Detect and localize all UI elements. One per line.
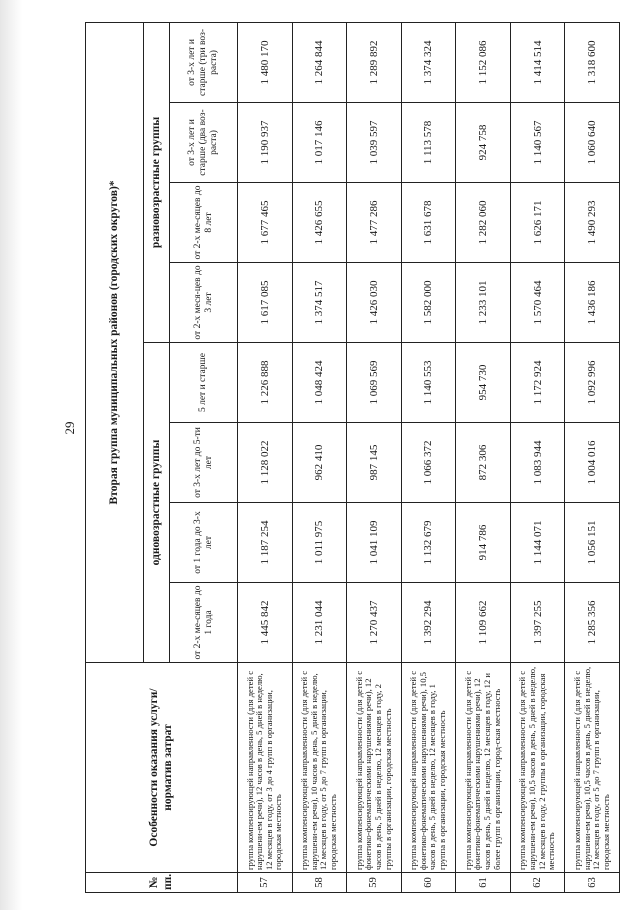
table-row bbox=[456, 22, 511, 892]
cost-value-cell: 1 414 514 bbox=[510, 22, 565, 102]
cost-value-cell: 1 066 372 bbox=[401, 423, 456, 503]
cost-value-cell: 1 477 286 bbox=[347, 183, 402, 263]
header-description: Особенности оказания услуги/норматив затрат bbox=[86, 663, 238, 873]
cost-value-cell: 1 426 030 bbox=[347, 263, 402, 343]
sub-header-8: от 3-х лет и старше (три воз-раста) bbox=[170, 22, 238, 102]
row-description: группа компенсирующей направленности (для детей с нарушени-ем речи), 12 часов в день, 5 дней в неделю, 12 месяцев в году, от 3 до 4 групп в организации, городская местность bbox=[238, 663, 293, 873]
table-row bbox=[510, 22, 565, 892]
table-row bbox=[401, 22, 456, 892]
sub-header-6: от 2-х ме-сяцев до 8 лет bbox=[170, 183, 238, 263]
row-description: группа компенсирующей направленности (для детей с нарушени-ем речи), 10 часов в день, 5 дней в неделю, 12 месяцев в году, от 5 до 7 групп в организации, городская местность bbox=[292, 663, 347, 873]
cost-value-cell: 1 490 293 bbox=[565, 183, 620, 263]
row-number: 62 bbox=[510, 873, 565, 893]
cost-value-cell: 1 039 597 bbox=[347, 103, 402, 183]
header-mixed-age: разновозрастные группы bbox=[144, 22, 170, 342]
header-single-age: одновозрастные группы bbox=[144, 343, 170, 663]
cost-value-cell: 1 048 424 bbox=[292, 343, 347, 423]
cost-value-cell: 1 631 678 bbox=[401, 183, 456, 263]
cost-value-cell: 1 069 569 bbox=[347, 343, 402, 423]
sub-header-7: от 3-х лет и старше (два воз-раста) bbox=[170, 103, 238, 183]
cost-value-cell: 1 004 016 bbox=[565, 423, 620, 503]
cost-value-cell: 1 582 000 bbox=[401, 263, 456, 343]
row-number: 63 bbox=[565, 873, 620, 893]
cost-value-cell: 1 285 356 bbox=[565, 583, 620, 663]
row-number: 59 bbox=[347, 873, 402, 893]
cost-value-cell: 954 730 bbox=[456, 343, 511, 423]
table-row bbox=[347, 22, 402, 892]
sub-header-2: от 1 года до 3-х лет bbox=[170, 503, 238, 583]
row-number: 60 bbox=[401, 873, 456, 893]
cost-value-cell: 1 152 086 bbox=[456, 22, 511, 102]
cost-value-cell: 1 374 324 bbox=[401, 22, 456, 102]
cost-value-cell: 1 264 844 bbox=[292, 22, 347, 102]
cost-value-cell: 1 113 578 bbox=[401, 103, 456, 183]
cost-value-cell: 1 144 071 bbox=[510, 503, 565, 583]
cost-standards-table bbox=[85, 22, 620, 893]
cost-value-cell: 1 187 254 bbox=[238, 503, 293, 583]
sub-header-3: от 3-х лет до 5-ти лет bbox=[170, 423, 238, 503]
cost-value-cell: 1 226 888 bbox=[238, 343, 293, 423]
cost-value-cell: 1 282 060 bbox=[456, 183, 511, 263]
cost-value-cell: 924 758 bbox=[456, 103, 511, 183]
cost-value-cell: 1 172 924 bbox=[510, 343, 565, 423]
cost-value-cell: 1 140 553 bbox=[401, 343, 456, 423]
sub-header-4: 5 лет и старше bbox=[170, 343, 238, 423]
cost-value-cell: 1 056 151 bbox=[565, 503, 620, 583]
row-number: 61 bbox=[456, 873, 511, 893]
cost-value-cell: 962 410 bbox=[292, 423, 347, 503]
cost-value-cell: 1 128 022 bbox=[238, 423, 293, 503]
cost-value-cell: 1 060 640 bbox=[565, 103, 620, 183]
cost-value-cell: 1 092 996 bbox=[565, 343, 620, 423]
cost-value-cell: 1 017 146 bbox=[292, 103, 347, 183]
cost-value-cell: 1 231 044 bbox=[292, 583, 347, 663]
row-number: 58 bbox=[292, 873, 347, 893]
cost-value-cell: 1 392 294 bbox=[401, 583, 456, 663]
cost-value-cell: 1 190 937 bbox=[238, 103, 293, 183]
cost-value-cell: 1 289 892 bbox=[347, 22, 402, 102]
header-no: № пп. bbox=[86, 873, 238, 893]
cost-value-cell: 1 233 101 bbox=[456, 263, 511, 343]
cost-value-cell: 987 145 bbox=[347, 423, 402, 503]
scan-edge-shadow bbox=[0, 0, 22, 910]
cost-value-cell: 1 011 975 bbox=[292, 503, 347, 583]
cost-value-cell: 1 374 517 bbox=[292, 263, 347, 343]
row-description: группа компенсирующей направленности (для детей с фонетико-фонематическими нарушениями речи), 12 часов в день, 5 дней в неделю, 12 месяцев в году, 2 группы в организации, городская местность bbox=[347, 663, 402, 873]
cost-value-cell: 1 677 465 bbox=[238, 183, 293, 263]
cost-value-cell: 1 617 085 bbox=[238, 263, 293, 343]
cost-value-cell: 1 109 662 bbox=[456, 583, 511, 663]
row-description: группа компенсирующей направленности (для детей с фонетико-фонематическими нарушениями речи), 10,5 часов в день, 5 дней в неделю, 12 месяцев в году, 1 группа в организации, городская местность bbox=[401, 663, 456, 873]
cost-value-cell: 1 626 171 bbox=[510, 183, 565, 263]
sub-header-1: от 2-х ме-сяцев до 1 года bbox=[170, 583, 238, 663]
cost-value-cell: 872 306 bbox=[456, 423, 511, 503]
cost-value-cell: 1 318 600 bbox=[565, 22, 620, 102]
table-row bbox=[292, 22, 347, 892]
table-row bbox=[565, 22, 620, 892]
cost-value-cell: 1 426 655 bbox=[292, 183, 347, 263]
cost-value-cell: 1 140 567 bbox=[510, 103, 565, 183]
page-number: 29 bbox=[62, 421, 77, 435]
rotated-table-container bbox=[85, 23, 620, 893]
row-number: 57 bbox=[238, 873, 293, 893]
row-description: группа компенсирующей направленности (для детей с нарушени-ем речи), 10,5 часов в день, 5 дней в неделю, 12 месяцев в году, от 5 до 7 групп в организации, городская местность bbox=[565, 663, 620, 873]
cost-value-cell: 1 445 842 bbox=[238, 583, 293, 663]
sub-header-5: от 2-х меся-цев до 3 лет bbox=[170, 263, 238, 343]
header-group-title: Вторая группа муниципальных районов (городских округов)* bbox=[86, 22, 144, 662]
table-row bbox=[238, 22, 293, 892]
cost-value-cell: 1 083 944 bbox=[510, 423, 565, 503]
cost-value-cell: 1 270 437 bbox=[347, 583, 402, 663]
cost-value-cell: 1 436 186 bbox=[565, 263, 620, 343]
row-description: группа компенсирующей направленности (для детей с фонетико-фонематическими нарушениями речи), 12 часов в день, 5 дней в неделю, 12 месяцев в году, 12 и более групп в организации, город-ская местность bbox=[456, 663, 511, 873]
cost-value-cell: 1 397 255 bbox=[510, 583, 565, 663]
cost-value-cell: 1 480 170 bbox=[238, 22, 293, 102]
row-description: группа компенсирующей направленности (для детей с нарушени-ем речи), 10,5 часов в день, 5 дней в неделю, 12 месяцев в году, 2 группы в организации, городская местность bbox=[510, 663, 565, 873]
cost-value-cell: 1 570 464 bbox=[510, 263, 565, 343]
cost-value-cell: 1 041 109 bbox=[347, 503, 402, 583]
cost-value-cell: 914 786 bbox=[456, 503, 511, 583]
cost-value-cell: 1 132 679 bbox=[401, 503, 456, 583]
